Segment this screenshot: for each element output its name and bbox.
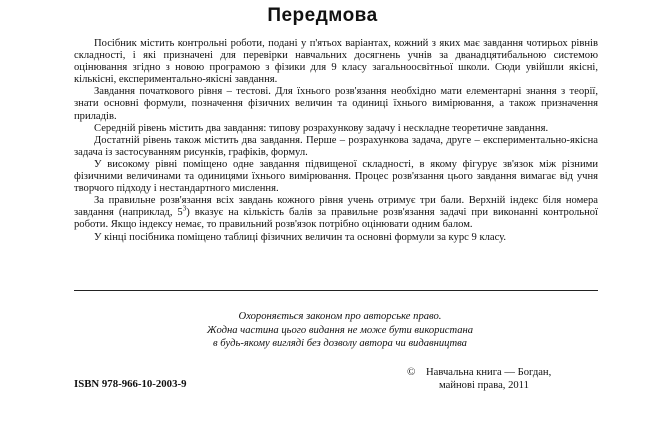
paragraph-initial-level: Завдання початкового рівня – тестові. Для їхнього розв'язання необхідно мати елементарні знання з теорії, знати основні формули, позначення фізичних величин та одиниці їхнього вимірювання, а також призначення приладів.	[74, 86, 598, 122]
paragraph-sufficient-level: Достатній рівень також містить два завдання. Перше – розрахункова задача, друге – експериментально-якісна задача із застосуванням рисунків, графіків, формул.	[74, 134, 598, 158]
paragraph-final: У кінці посібника поміщено таблиці фізичних величин та основні формули за курс 9 класу.	[94, 231, 507, 243]
publisher-line-1: Навчальна книга — Богдан,	[426, 367, 552, 378]
superscript-index: 3	[182, 204, 187, 213]
scoring-text-end: ) вказує на кількість балів за правильне розв'язання задачі при виконанні контрольної роботи. Якщо індексу немає, то правильний розв'язок потрібно оцінювати одним балом.	[74, 207, 598, 231]
isbn-number: ISBN 978-966-10-2003-9	[74, 378, 187, 390]
publisher-line-2: майнові права, 2011	[439, 380, 529, 392]
page-title: Передмова	[267, 5, 378, 26]
scoring-text-start: За правильне розв'язання всіх завдань кожного рівня учень отримує три бали. Верхній індекс біля номера завдання (наприклад, 5	[74, 195, 598, 219]
paragraph-medium-level: Середній рівень містить два завдання: типову розрахункову задачу і нескладне теоретичне завдання.	[94, 122, 549, 134]
copyright-notice	[140, 310, 540, 351]
publisher-info	[426, 366, 551, 393]
preface-text	[74, 38, 598, 244]
notice-line-1: Охороняється законом про авторське право.	[238, 311, 442, 322]
paragraph-intro: Посібник містить контрольні роботи, подані у п'ятьох варіантах, кожний з яких має завдання чотирьох рівнів складності, і які призначені для перевірки навчальних досягнень учнів за дванадцятибальною системою оцінювання згідно з новою програмою з фізики для 9 класу загальноосвітньої школи. Сюди увійшли якісні, кількісні, експериментально-якісні завдання.	[74, 38, 598, 86]
copyright-symbol: ©	[407, 366, 416, 378]
paragraph-scoring	[74, 195, 598, 231]
notice-line-2: Жодна частина цього видання не може бути використана	[206, 324, 474, 336]
notice-line-3: в будь-якому вигляді без дозволу автора чи видавництва	[213, 338, 467, 350]
divider-line	[74, 290, 598, 291]
paragraph-high-level: У високому рівні поміщено одне завдання підвищеної складності, в якому фігурує зв'язок між різними фізичними величинами та одиницями їхнього вимірювання. Процес розв'язання цього завдання вимагає від учня творчого підходу і нестандартного мислення.	[74, 158, 598, 195]
